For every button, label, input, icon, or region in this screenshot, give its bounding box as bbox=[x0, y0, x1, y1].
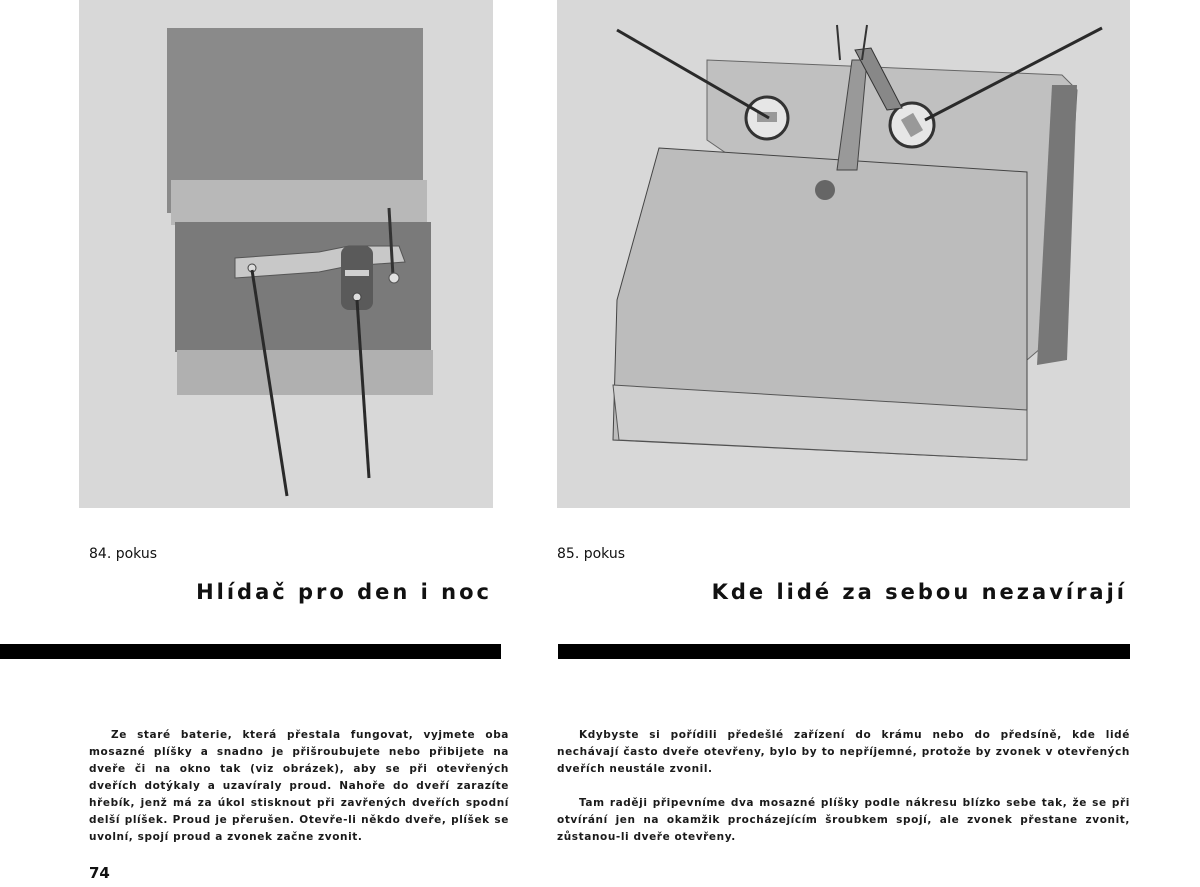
photo-brass-contacts-block bbox=[557, 0, 1130, 508]
section-divider-bar-right bbox=[558, 644, 1130, 659]
experiment-85-paragraph-1 bbox=[557, 727, 1130, 778]
experiment-84-paragraph bbox=[89, 727, 509, 846]
page-number: 74 bbox=[89, 864, 110, 882]
paragraph-text: Kdybyste si pořídili předešlé zařízení do krámu nebo do předsíně, kde lidé nechávají často dveře otevřeny, bylo by to nepříjemné, protože by zvonek v otevřených dveřích neustále zvonil. bbox=[557, 729, 1130, 775]
section-divider-bar-left bbox=[0, 644, 501, 659]
experiment-label-84: 84. pokus bbox=[89, 546, 158, 562]
paragraph-text: Tam raději připevníme dva mosazné plíšky podle nákresu blízko sebe tak, že se při otvírání jen na okamžik procházejícím šroubkem spojí, ale zvonek přestane zvonit, zůstanou-li dveře otevřeny. bbox=[557, 797, 1130, 843]
paragraph-text: Ze staré baterie, která přestala fungovat, vyjmete oba mosazné plíšky a snadno je přišroubujete nebo přibijete na dveře či na okno tak (viz obrázek), aby se při otevřených dveřích dotýkaly a uzavíraly proud. Nahoře do dveří zarazíte hřebík, jenž má za úkol stisknout při zavřených dveřích spodní delší plíšek. Proud je přerušen. Otevře-li někdo dveře, plíšek se uvolní, spojí proud a zvonek začne zvonit. bbox=[89, 729, 509, 843]
battery-contacts-illustration bbox=[79, 0, 493, 508]
experiment-title-84: Hlídač pro den i noc bbox=[196, 580, 492, 604]
experiment-title-85: Kde lidé za sebou nezavírají bbox=[711, 580, 1127, 604]
wood-block-contacts-illustration bbox=[557, 0, 1130, 508]
experiment-label-85: 85. pokus bbox=[557, 546, 626, 562]
photo-battery-contacts bbox=[79, 0, 493, 508]
experiment-85-paragraph-2 bbox=[557, 795, 1130, 846]
